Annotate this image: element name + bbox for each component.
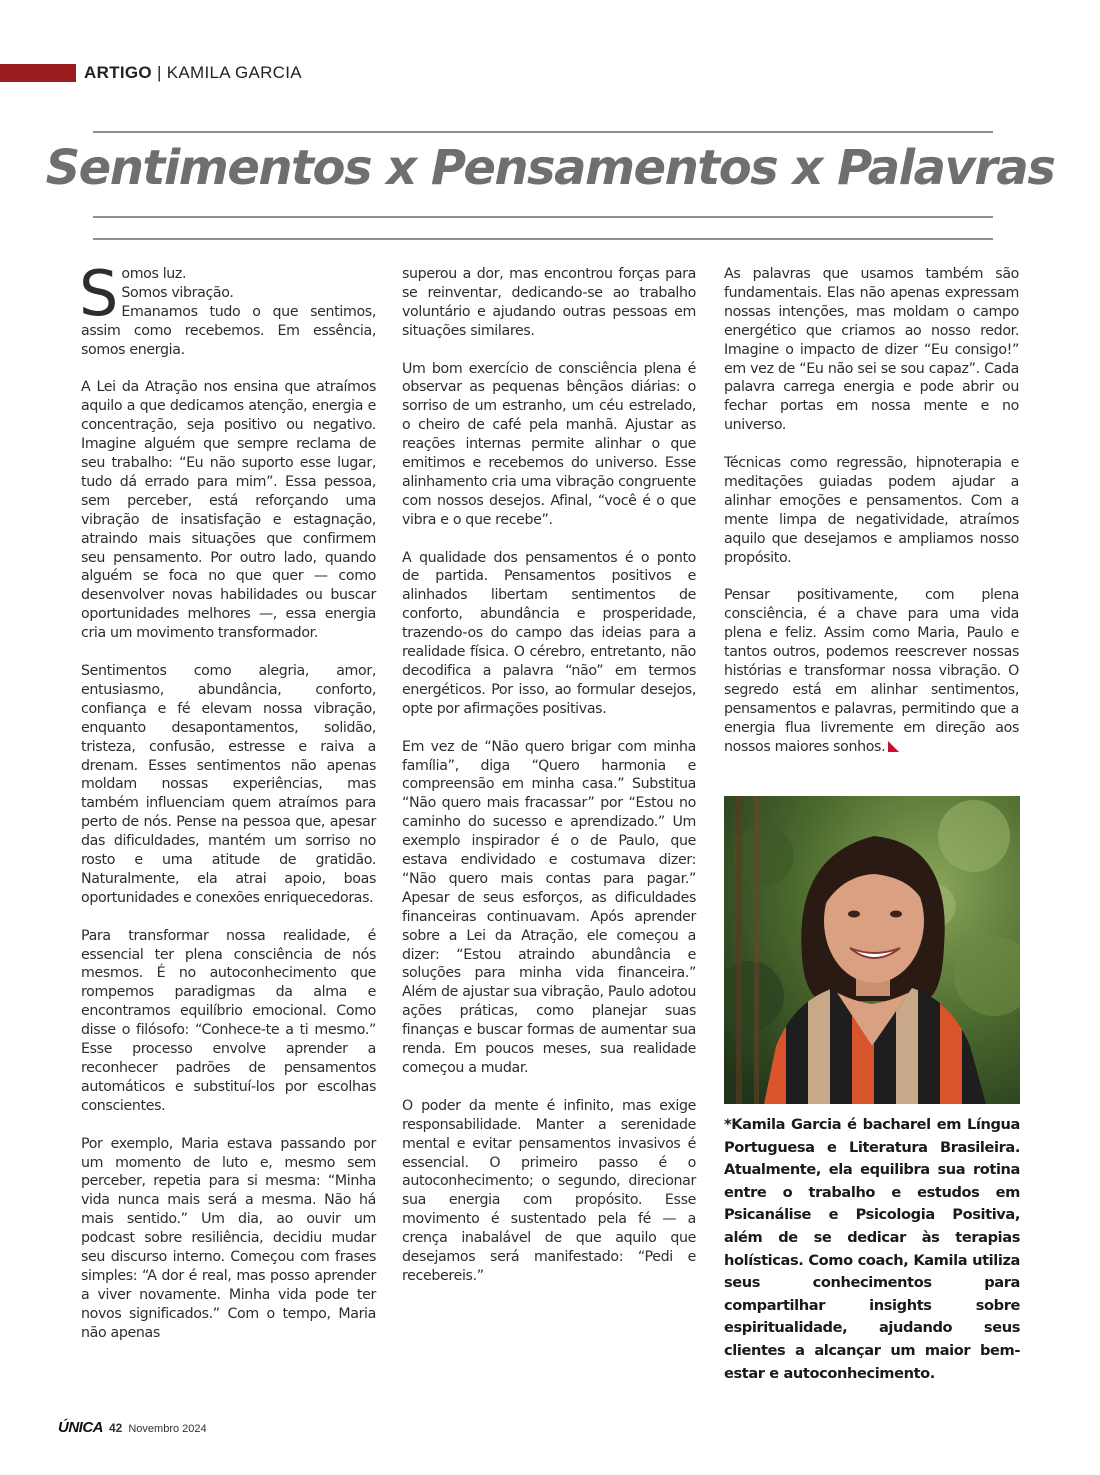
paragraph: Um bom exercício de consciência plena é observar as pequenas bênçãos diárias: o sorriso de um estranho, um céu estrelado, o cheiro de café pela manhã. Ajustar as reações internas permite alinhar o que emitimos e recebemos do universo. Esse alinhamento cria uma vibração congruente com nossos desejos. Afinal, “você é o que vibra e o que recebe”. [402,360,696,528]
paragraph: Para transformar nossa realidade, é essencial ter plena consciência de nós mesmos. É no autoconhecimento que rompemos paradigmas da alma e encontramos equilíbrio emocional. Como disse o filósofo: “Conhece-te a ti mesmo.” Esse processo envolve aprender a reconhecer padrões de pensamentos automáticos e substituí-los por escolhas conscientes. [81,927,376,1114]
intro-line-1: omos luz. [121,266,187,282]
paragraph: A qualidade dos pensamentos é o ponto de partida. Pensamentos positivos e alinhados libertam sentimentos de conforto, abundância e prosperidade, trazendo-os do campo das ideias para a realidade física. O cérebro, entretanto, não decodifica a palavra “não” em termos energéticos. Por isso, ao formular desejos, opte por afirmações positivas. [402,549,696,717]
drop-cap: S [79,257,119,330]
intro-line-3: Emanamos tudo o que sentimos, assim como recebemos. Em essência, somos energia. [81,303,376,358]
paragraph: Sentimentos como alegria, amor, entusiasmo, abundância, conforto, confiança e fé elevam nossa vibração, enquanto desapontamentos, solidão, tristeza, confusão, estresse e raiva a drenam. Esses sentimentos não apenas moldam nossas experiências, mas também influenciam quem atraímos para perto de nós. Pense na pessoa que, apesar das dificuldades, mantém um sorriso no rosto e uma atitude de gratidão. Naturalmente, ela atrai apoio, boas oportunidades e conexões enriquecedoras. [81,663,376,906]
paragraph: Técnicas como regressão, hipnoterapia e meditações guiadas podem ajudar a alinhar emoções e pensamentos. Com a mente limpa de negatividade, atraímos aquilo que desejamos e ampliamos nosso propósito. [724,455,1019,566]
title-rule-top [93,131,993,133]
section-header [84,63,302,83]
closing-text: Pensar positivamente, com plena consciência, é a chave para uma vida plena e feliz. Assim como Maria, Paulo e tantos outros, podemos reescrever nossas histórias e transformar nossa vibração. O segredo está em alinhar sentimentos, pensamentos e palavras, permitindo que a energia flua livremente em direção aos nossos maiores sonhos. [724,587,1019,755]
section-color-bar [0,64,76,82]
section-separator: | [156,63,162,82]
title-rule-bottom-2 [93,238,993,240]
author-bio: *Kamila Garcia é bacharel em Língua Portuguesa e Literatura Brasileira. Atualmente, ela equilibra sua rotina entre o trabalho e estudos em Psicanálise e Psicologia Positiva, além de se dedicar às terapias holísticas. Como coach, Kamila utiliza seus conhecimentos para compartilhar insights sobre espiritualidade, ajudando seus clientes a alcançar um maior bem-estar e autoconhecimento. [724,1116,1020,1382]
end-of-article-icon [888,741,899,752]
paragraph: As palavras que usamos também são fundamentais. Elas não apenas expressam nossas intenções, mas moldam o campo energético que criamos ao nosso redor. Imagine o impacto de dizer “Eu consigo!” em vez de “Eu não sei se sou capaz”. Cada palavra carrega energia e pode abrir ou fechar portas em nossa mente e no universo. [724,266,1019,434]
closing-paragraph [724,586,1019,756]
section-author: KAMILA GARCIA [166,63,302,82]
author-photo [724,796,1020,1104]
page-footer [58,1419,207,1436]
paragraph: A Lei da Atração nos ensina que atraímos aquilo a que dedicamos atenção, energia e concentração, seja positivo ou negativo. Imagine alguém que sempre reclama de seu trabalho: “Eu não suporto esse lugar, tudo dá errado para mim”. Essa pessoa, sem perceber, está reforçando uma vibração de insatisfação e estagnação, atraindo mais situações que confirmem seu pensamento. Por outro lado, quando alguém se foca no que quer — como desenvolver novas habilidades ou buscar oportunidades melhores —, essa energia cria um movimento transformador. [81,379,376,642]
magazine-logo: ÚNICA [58,1419,103,1436]
page-number: 42 [109,1421,123,1435]
paragraph: superou a dor, mas encontrou forças para se reinventar, dedicando-se ao trabalho voluntário e ajudando outras pessoas em situações similares. [402,266,696,339]
paragraph: Por exemplo, Maria estava passando por um momento de luto e, mesmo sem perceber, repetia para si mesma: “Minha vida nunca mais será a mesma. Não há mais sentido.” Um dia, ao ouvir um podcast sobre resiliência, decidiu mudar seu discurso interno. Começou com frases simples: “A dor é real, mas posso aprender a viver novamente. Minha vida pode ter novos significados.” Com o tempo, Maria não apenas [81,1135,376,1341]
article-column-1 [79,257,376,1361]
article-column-3 [724,265,1019,775]
intro-line-2: Somos vibração. [121,284,234,301]
intro-paragraph [79,257,376,360]
paragraph: O poder da mente é infinito, mas exige responsabilidade. Manter a serenidade mental e evitar pensamentos invasivos é essencial. O primeiro passo é o autoconhecimento; o segundo, direcionar sua energia com propósito. Esse movimento é sustentado pela fé — a crença inabalável de que aquilo que desejamos será manifestado: “Pedi e recebereis.” [402,1097,696,1284]
article-column-2 [402,265,696,1305]
title-rule-bottom [93,216,993,218]
paragraph: Em vez de “Não quero brigar com minha família”, diga “Quero harmonia e compreensão em minha casa.” Substitua “Não quero mais fracassar” por “Estou no caminho do sucesso e aprendizado.” Um exemplo inspirador é o de Paulo, que estava endividado e costumava dizer: “Não quero mais contas para pagar.” Apesar de seus esforços, as dificuldades financeiras continuavam. Após aprender sobre a Lei da Atração, ele começou a dizer: “Estou atraindo abundância e soluções para minha vida financeira.” Além de ajustar sua vibração, Paulo adotou ações práticas, como planejar suas finanças e buscar formas de aumentar sua renda. Em poucos meses, sua realidade começou a mudar. [402,738,696,1077]
issue-date: Novembro 2024 [128,1423,207,1435]
article-title: Sentimentos x Pensamentos x Palavras [45,140,1055,196]
author-portrait-illustration [724,796,1020,1104]
section-kind: ARTIGO [84,63,152,82]
